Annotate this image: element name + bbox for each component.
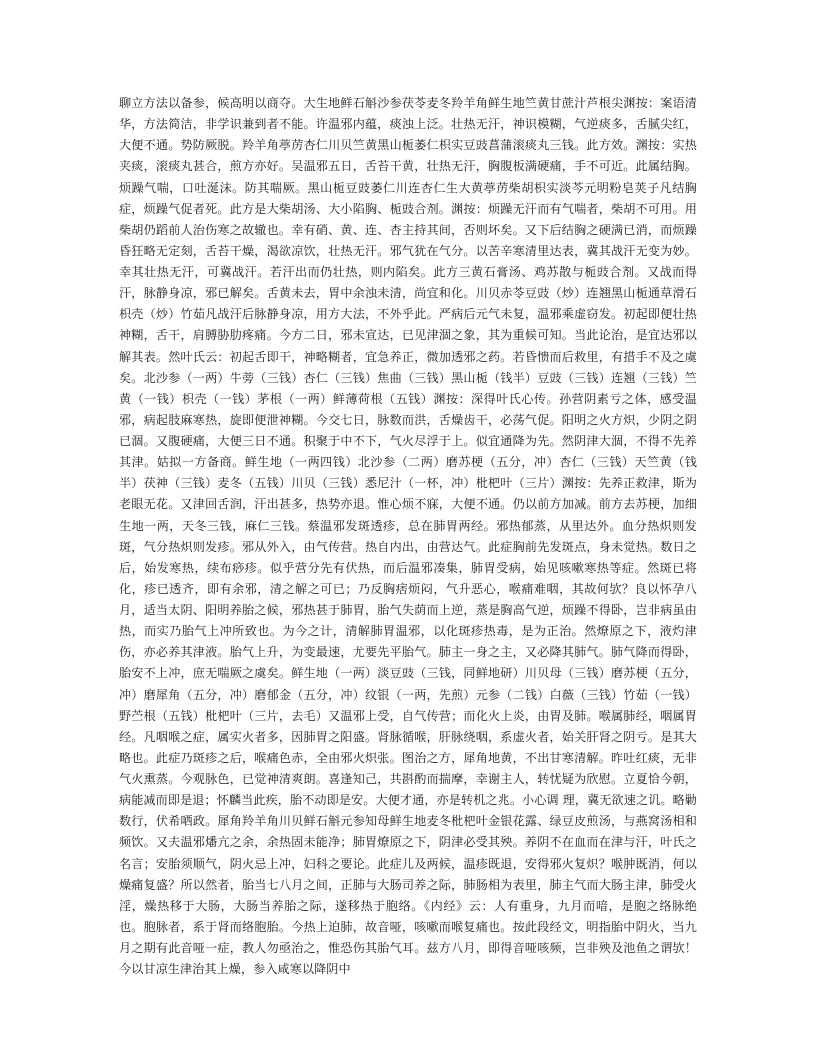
body-text: 聊立方法以备参，候高明以商夺。大生地鲜石斛沙参茯苓麦冬羚羊角鲜生地竺黄甘蔗汁芦根尖渊按：案语清华，方法简洁，非学识兼到者不能。许温邪内蕴，痰浊上泛。壮热无汗，神识模糊，气逆痰多，舌腻尖红，大便不通。势防厥脱。羚羊角葶苈杏仁川贝竺黄黑山栀萎仁枳实豆豉菖蒲滚痰丸三钱。此方效。渊按：实热夹痰，滚痰丸甚合，煎方亦好。吴温邪五日，舌苔干黄，壮热无汗，胸腹板满硬痛，手不可近。此属结胸。烦躁气喘，口吐涎沫。防其喘厥。黑山栀豆豉萎仁川连杏仁生大黄葶苈柴胡枳实淡芩元明粉皂荚子凡结胸症，烦躁气促者死。此方是大柴胡汤、大小陷胸、栀豉合剂。渊按：烦躁无汗而有气喘者，柴胡不可用。用柴胡仍蹈前人治伤寒之故辙也。幸有硝、黄、连、杏主持其间，否则坏矣。又下后结胸之硬满已消，而烦躁昏狂略无定刻，舌苔干燥，渴欲凉饮，壮热无汗。邪气犹在气分。以苦辛寒清里达表，冀其战汗无变为妙。幸其壮热无汗，可冀战汗。若汗出而仍壮热，则内陷矣。此方三黄石膏汤、鸡苏散与栀豉合剂。又战而得汗，脉静身凉，邪已解矣。舌黄未去，胃中余浊未清，尚宜和化。川贝赤苓豆豉（炒）连翘黑山栀通草滑石枳壳（炒）竹茹凡战汗后脉静身凉，用方大法，不外乎此。严病后元气未复，温邪乘虚窃发。初起即便壮热神糊，舌干，肩膊胁肋疼痛。今方二日，邪未宣达，已见津涸之象，其为重候可知。当此论治，是宜达邪以解其表。然叶氏云：初起舌即干，神略糊者，宜急养正，微加透邪之药。若昏愦而后救里，有措手不及之虞矣。北沙参（一两）牛蒡（三钱）杏仁（三钱）焦曲（三钱）黑山栀（钱半）豆豉（三钱）连翘（三钱）竺黄（一钱）枳壳（一钱）茅根（一两）鲜薄荷根（五钱）渊按：深得叶氏心传。孙营阴素亏之体，感受温邪，病起肢麻寒热，旋即便泄神糊。今交七日，脉数而洪，舌燥齿干，必荡气促。阳明之火方炽，少阴之阴已涸。又腹硬痛，大便三日不通。积聚于中不下，气火尽浮于上。似宜通降为先。然阴津大涸，不得不先养其津。姑拟一方备商。鲜生地（一两四钱）北沙参（二两）磨苏梗（五分，冲）杏仁（三钱）天竺黄（钱半）茯神（三钱）麦冬（五钱）川贝（三钱）悉尼汁（一杯，冲）枇杷叶（三片）渊按：先养正救津，斯为老眼无花。又津回舌润，汗出甚多，热势亦退。惟心烦不寐，大便不通。仍以前方加减。前方去苏梗，加细生地一两，天冬三钱，麻仁三钱。蔡温邪发斑透疹，总在肺胃两经。邪热郁蒸，从里达外。血分热炽则发斑，气分热炽则发疹。邪从外入，由气传营。热自内出，由营达气。此症胸前先发斑点，身未觉热。数日之后，始发寒热，续布痧疹。似乎营分先有伏热，而后温邪凑集，肺胃受病，始见咳嗽寒热等症。然斑已将化，疹已透齐，即有余邪，清之解之可已；乃反胸痞烦闷，气升恶心，喉痛难咽，其故何欤？良以怀孕八月，适当太阴、阳明养胎之候，邪热甚于肺胃，胎气失荫而上逆，蒸是胸高气逆，烦躁不得卧，岂非病虽由热，而实乃胎气上冲所致也。为今之计，清解肺胃温邪，以化斑疹热毒，是为正治。然燎原之下，液灼津伤，亦必养其津液。胎气上升，为变最速，尤要先平胎气。肺主一身之主，又必降其肺气。肺气降而得卧，胎安不上冲，庶无喘厥之虞矣。鲜生地（一两）淡豆豉（三钱，同鲜地研）川贝母（三钱）磨苏梗（五分，冲）磨犀角（五分，冲）磨郁金（五分，冲）纹银（一两，先煎）元参（二钱）白薇（三钱）竹茹（一钱）野苎根（五钱）枇杷叶（三片，去毛）又温邪上受，自气传营；而化火上炎，由胃及肺。喉属肺经，咽属胃经。凡咽喉之症，属实火者多，因肺胃之阳盛。肾脉循喉，肝脉绕咽，系虚火者，始关肝肾之阴亏。是其大略也。此症乃斑疹之后，喉痛色赤，全由邪火炽张。图治之方，犀角地黄，不出甘寒清解。昨吐红痰，无非气火熏蒸。今观脉色，已觉神清爽朗。喜逢知己，共斟酌而揣摩，幸谢主人，转忧疑为欣慰。立夏恰今朝，病能减而即是退；怀麟当此疾，胎不动即是安。大便才通，亦是转机之兆。小心调 理，冀无欲速之讥。略勦数行，伏希哂政。犀角羚羊角川贝鲜石斛元参知母鲜生地麦冬枇杷叶金银花露、绿豆皮煎汤，与燕窝汤相和频饮。又夫温邪燔亢之余，余热固未能净；肺胃燎原之下，阴津必受其殃。养阴不在血而在津与汗，叶氏之名言；安胎须顺气，阴火忌上冲，妇科之要论。此症儿及两候，温疹既退，安得邪火复炽？喉肿既消，何以燥痛复盛？所以然者，胎当七八月之间，正肺与大肠司养之际，肺肠相为表里，肺主气而大肠主津，肺受火淫，燥热移于大肠，大肠当养胎之际，遂移热于胞络。《内经》云：人有重身，九月而喑，是胞之络脉绝也。胞脉者，系于肾而络胞胎。今热上迫肺，故音哑，咳嗽而喉复痛也。按此段经文，明指胎中阴火，当九月之期有此音哑一症，教人勿亟治之，惟恐伤其胎气耳。兹方八月，即得音哑咳频，岂非殃及池鱼之谓欤！今以甘凉生津治其上燥，参入咸寒以降阴中 — [119, 96, 697, 977]
document-page — [119, 93, 697, 1023]
